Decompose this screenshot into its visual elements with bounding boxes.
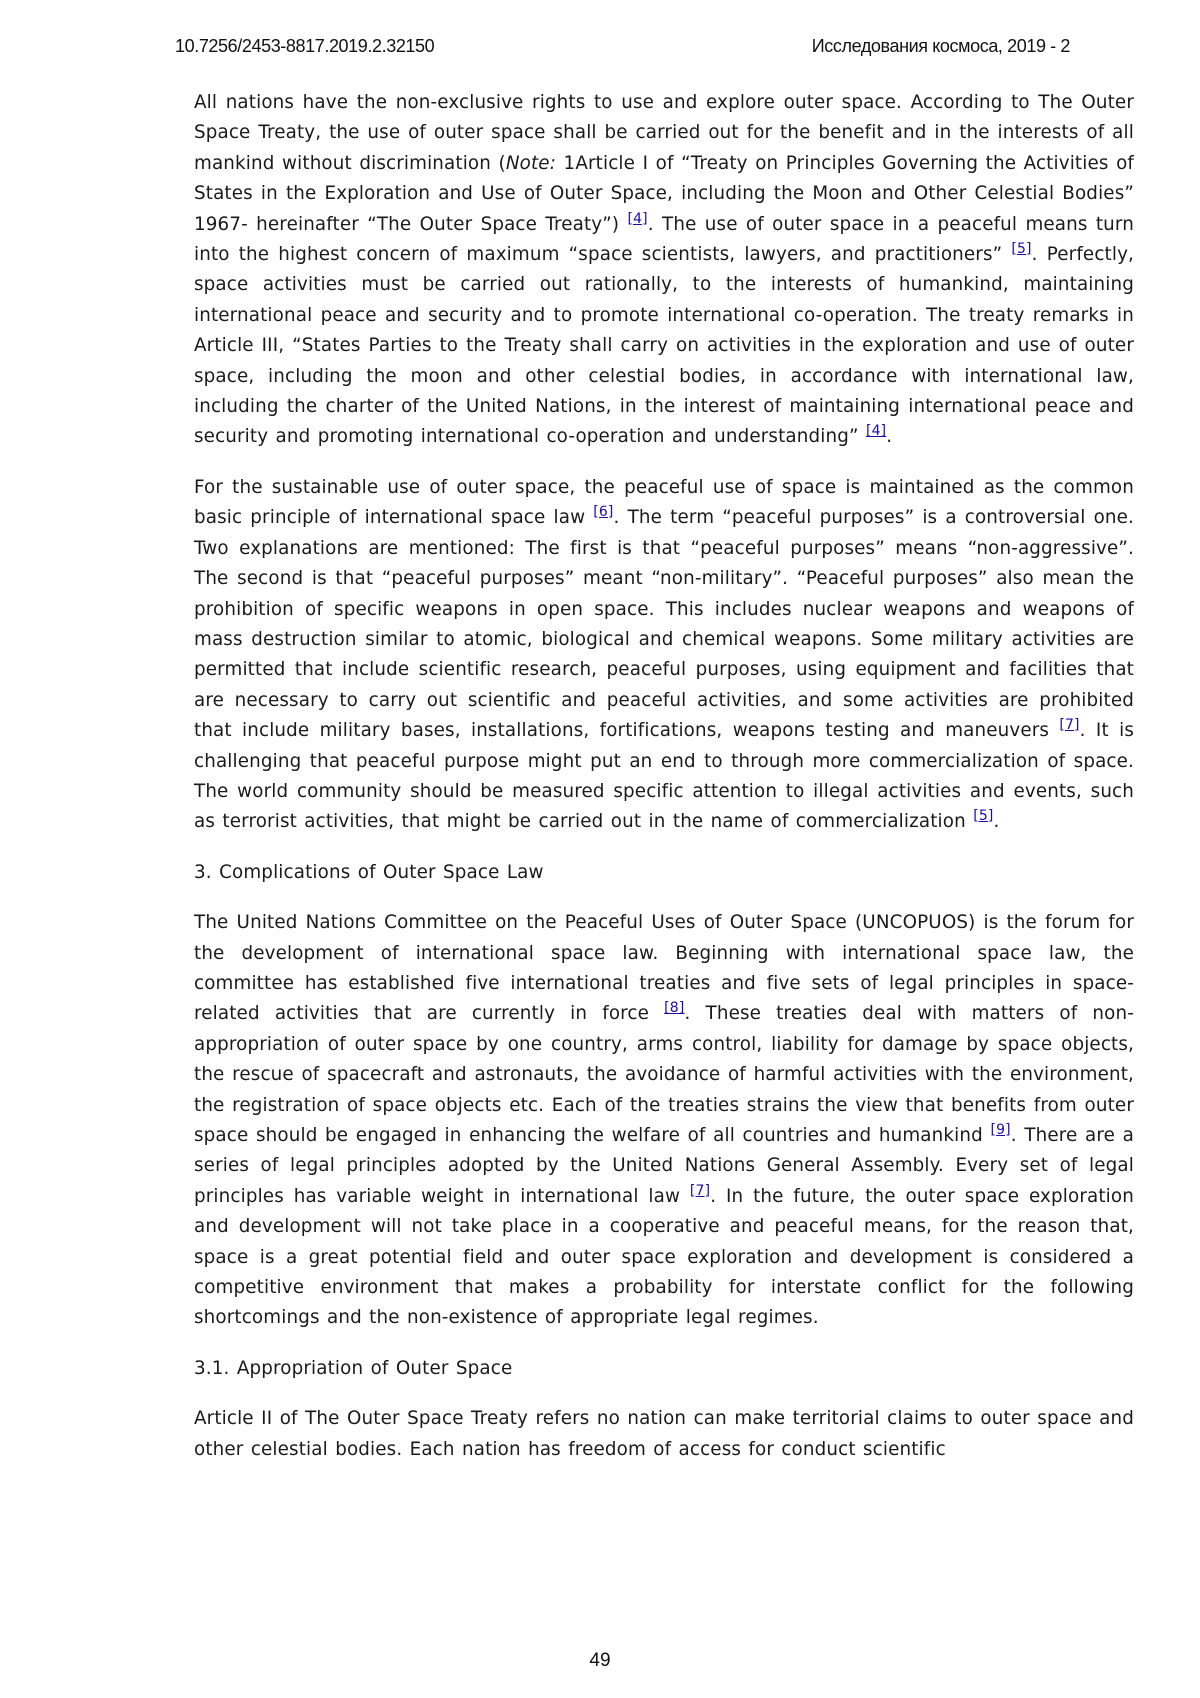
citation-link-5[interactable]: [5] (1011, 240, 1032, 257)
note-label: Note: (505, 152, 557, 174)
citation-link-9[interactable]: [9] (990, 1121, 1011, 1138)
journal-header: Исследования космоса, 2019 - 2 (811, 36, 1070, 56)
doi-header: 10.7256/2453-8817.2019.2.32150 (175, 36, 435, 56)
citation-link-6[interactable]: [6] (593, 504, 614, 521)
section-heading-appropriation: 3.1. Appropriation of Outer Space (194, 1357, 513, 1379)
section-heading-complications: 3. Complications of Outer Space Law (194, 861, 544, 883)
citation-link-4[interactable]: [4] (627, 210, 648, 227)
paragraph-peaceful-use: For the sustainable use of outer space, the peaceful use of space is maintained as the common basic principle of international space law [6]. The term “peaceful purposes” is a controversial one. Two explanations are mentioned: The first is that “peaceful purposes” means “non-aggressive”. The second is that “peaceful purposes” meant “non-military”. “Peaceful purposes” also mean the prohibition of specific weapons in open space. This includes nuclear weapons and weapons of mass destruction similar to atomic, biological and chemical weapons. Some military activities are permitted that include scientific research, peaceful purposes, using equipment and facilities that are necessary to carry out scientific and peaceful activities, and some activities are prohibited that include military bases, installations, fortifications, weapons testing and maneuvers [7]. It is challenging that peaceful purpose might put an end to through more commercialization of space. The world community should be measured specific attention to illegal activities and events, such as terrorist activities, that might be carried out in the name of commercialization [5]. (194, 476, 1134, 833)
citation-link-8[interactable]: [8] (664, 1000, 685, 1017)
citation-link-7[interactable]: [7] (1059, 717, 1080, 734)
citation-link-4[interactable]: [4] (865, 423, 887, 440)
paragraph-uncopuos: The United Nations Committee on the Peaceful Uses of Outer Space (UNCOPUOS) is the forum for the development of international space law. Beginning with international space law, the committee has established five international treaties and five sets of legal principles in space-related activities that are currently in force [8]. These treaties deal with matters of non-appropriation of outer space by one country, arms control, liability for damage by space objects, the rescue of spacecraft and astronauts, the avoidance of harmful activities with the environment, the registration of space objects etc. Each of the treaties strains the view that benefits from outer space should be engaged in enhancing the welfare of all countries and humankind [9]. There are a series of legal principles adopted by the United Nations General Assembly. Every set of legal principles has variable weight in international law [7]. In the future, the outer space exploration and development will not take place in a cooperative and peaceful means, for the reason that, space is a great potential field and outer space exploration and development is considered a competitive environment that makes a probability for interstate conflict for the following shortcomings and the non-existence of appropriate legal regimes. (194, 912, 1134, 1329)
citation-link-7[interactable]: [7] (689, 1182, 711, 1199)
page-number: 49 (589, 1650, 611, 1671)
article-body (194, 88, 1134, 1485)
paragraph-article-ii: Article II of The Outer Space Treaty refers no nation can make territorial claims to outer space and other celestial bodies. Each nation has freedom of access for conduct scientific (194, 1408, 1134, 1460)
citation-link-5[interactable]: [5] (973, 808, 994, 825)
paragraph-outer-space-rights: All nations have the non-exclusive rights to use and explore outer space. According to The Outer Space Treaty, the use of outer space shall be carried out for the benefit and in the interests of all mankind without discrimination (Note: 1Article I of “Treaty on Principles Governing the Activities of States in the Exploration and Use of Outer Space, including the Moon and Other Celestial Bodies” 1967- hereinafter “The Outer Space Treaty”) [4]. The use of outer space in a peaceful means turn into the highest concern of maximum “space scientists, lawyers, and practitioners” [5]. Perfectly, space activities must be carried out rationally, to the interests of humankind, maintaining international peace and security and to promote international co-operation. The treaty remarks in Article III, “States Parties to the Treaty shall carry on activities in the exploration and use of outer space, including the moon and other celestial bodies, in accordance with international law, including the charter of the United Nations, in the interest of maintaining international peace and security and promoting international co-operation and understanding” [4]. (194, 92, 1135, 448)
